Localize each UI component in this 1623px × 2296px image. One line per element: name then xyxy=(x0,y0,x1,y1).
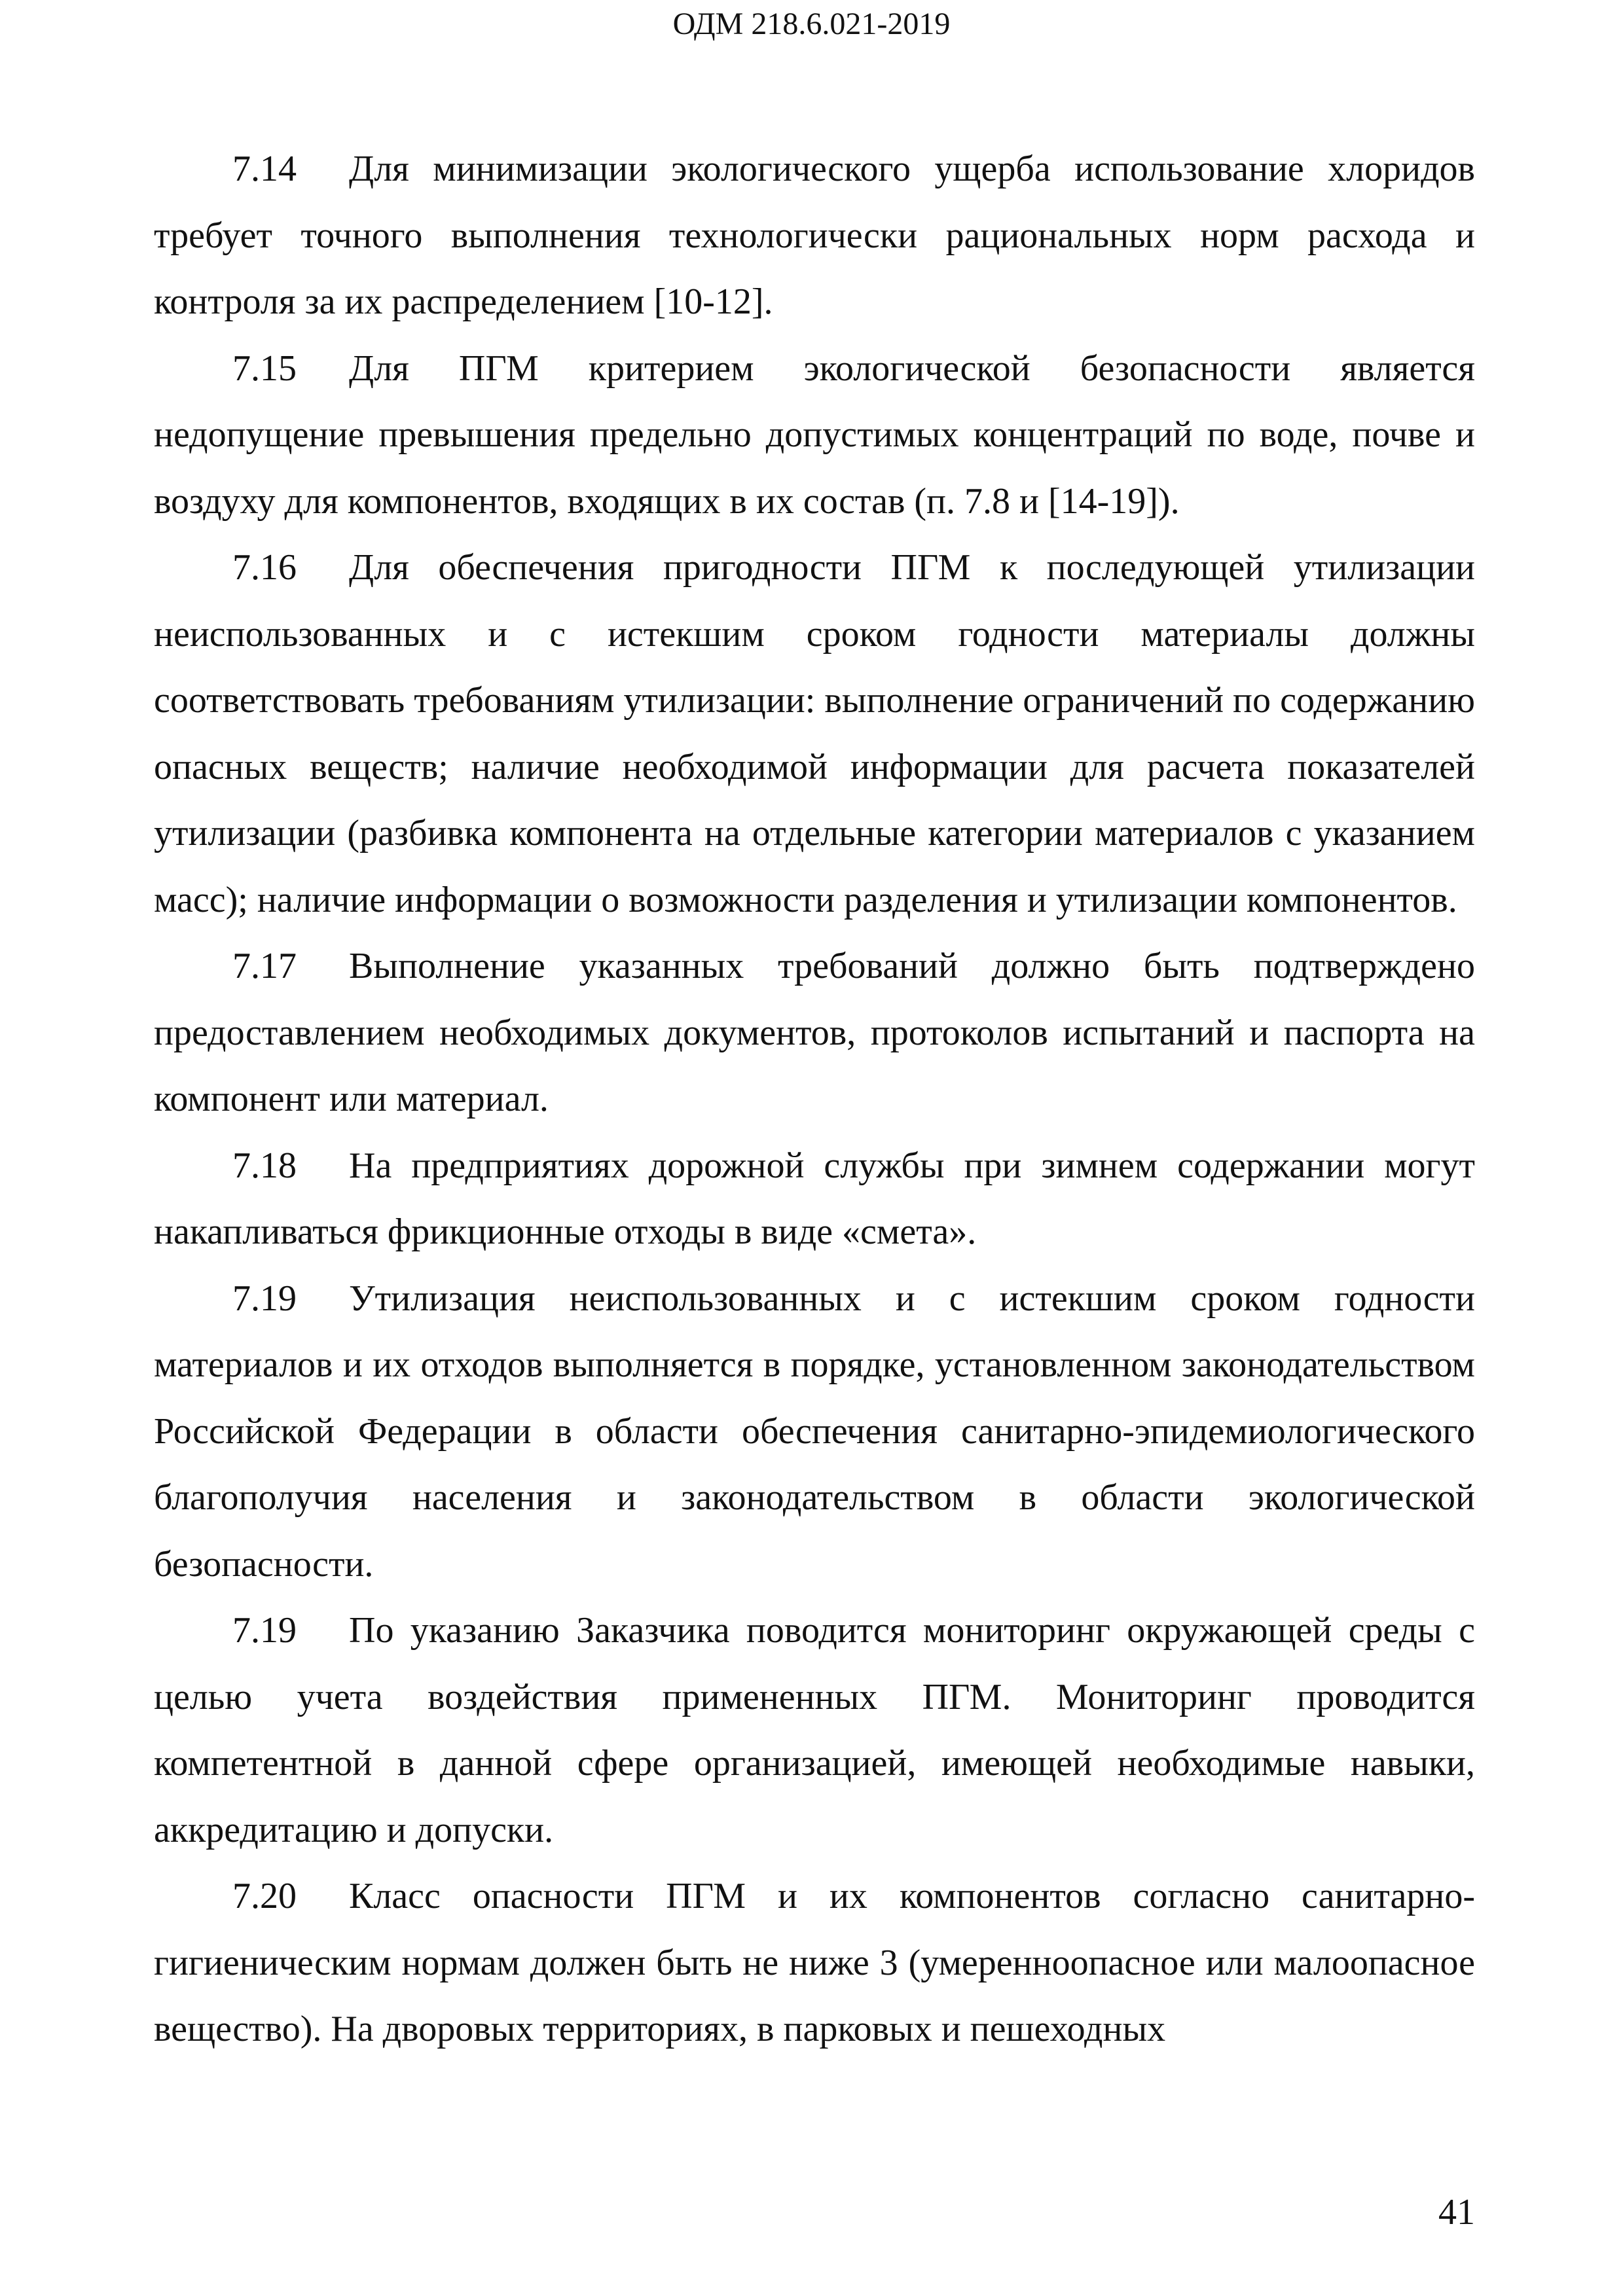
paragraph-7-20 xyxy=(154,1863,1475,2063)
paragraph-number: 7.15 xyxy=(232,348,297,389)
paragraph-7-18 xyxy=(154,1133,1475,1266)
paragraph-text: Выполнение указанных требований должно быть подтверждено предоставлением необходимых документов, протоколов испытаний и паспорта на компонент или материал. xyxy=(154,946,1475,1119)
paragraph-7-16 xyxy=(154,535,1475,933)
page-number: 41 xyxy=(1438,2192,1475,2233)
paragraph-number: 7.19 xyxy=(232,1610,297,1651)
paragraph-text: Утилизация неиспользованных и с истекшим сроком годности материалов и их отходов выполняется в порядке, установленном законодательством Российской Федерации в области обеспечения санитарно-эпидемиологического благополучия населения и законодательством в области экологической безопасности. xyxy=(154,1278,1475,1585)
paragraph-7-19-b xyxy=(154,1598,1475,1863)
paragraph-7-15 xyxy=(154,336,1475,535)
paragraph-7-17 xyxy=(154,933,1475,1133)
document-body xyxy=(154,136,1475,2063)
paragraph-number: 7.18 xyxy=(232,1145,297,1186)
paragraph-text: На предприятиях дорожной службы при зимнем содержании могут накапливаться фрикционные отходы в виде «смета». xyxy=(154,1145,1475,1252)
document-code-header: ОДМ 218.6.021-2019 xyxy=(672,7,951,41)
paragraph-number: 7.20 xyxy=(232,1876,297,1916)
paragraph-number: 7.17 xyxy=(232,946,297,986)
paragraph-7-14 xyxy=(154,136,1475,336)
paragraph-text: Для минимизации экологического ущерба использование хлоридов требует точного выполнения технологически рациональных норм расхода и контроля за их распределением [10-12]. xyxy=(154,149,1475,322)
paragraph-text: Для ПГМ критерием экологической безопасности является недопущение превышения предельно допустимых концентраций по воде, почве и воздуху для компонентов, входящих в их состав (п. 7.8 и [14-19]). xyxy=(154,348,1475,522)
paragraph-text: Для обеспечения пригодности ПГМ к последующей утилизации неиспользованных и с истекшим сроком годности материалы должны соответствовать требованиям утилизации: выполнение ограничений по содержанию опасных веществ; наличие необходимой информации для расчета показателей утилизации (разбивка компонента на отдельные категории материалов с указанием масс); наличие информации о возможности разделения и утилизации компонентов. xyxy=(154,547,1475,920)
paragraph-7-19-a xyxy=(154,1266,1475,1598)
paragraph-text: Класс опасности ПГМ и их компонентов согласно санитарно-гигиеническим нормам должен быть не ниже 3 (умеренноопасное или малоопасное вещество). На дворовых территориях, в парковых и пешеходных xyxy=(154,1876,1475,2049)
paragraph-number: 7.14 xyxy=(232,149,297,189)
paragraph-number: 7.16 xyxy=(232,547,297,588)
paragraph-number: 7.19 xyxy=(232,1278,297,1319)
paragraph-text: По указанию Заказчика поводится мониторинг окружающей среды с целью учета воздействия примененных ПГМ. Мониторинг проводится компетентной в данной сфере организацией, имеющей необходимые навыки, аккредитацию и допуски. xyxy=(154,1610,1475,1850)
